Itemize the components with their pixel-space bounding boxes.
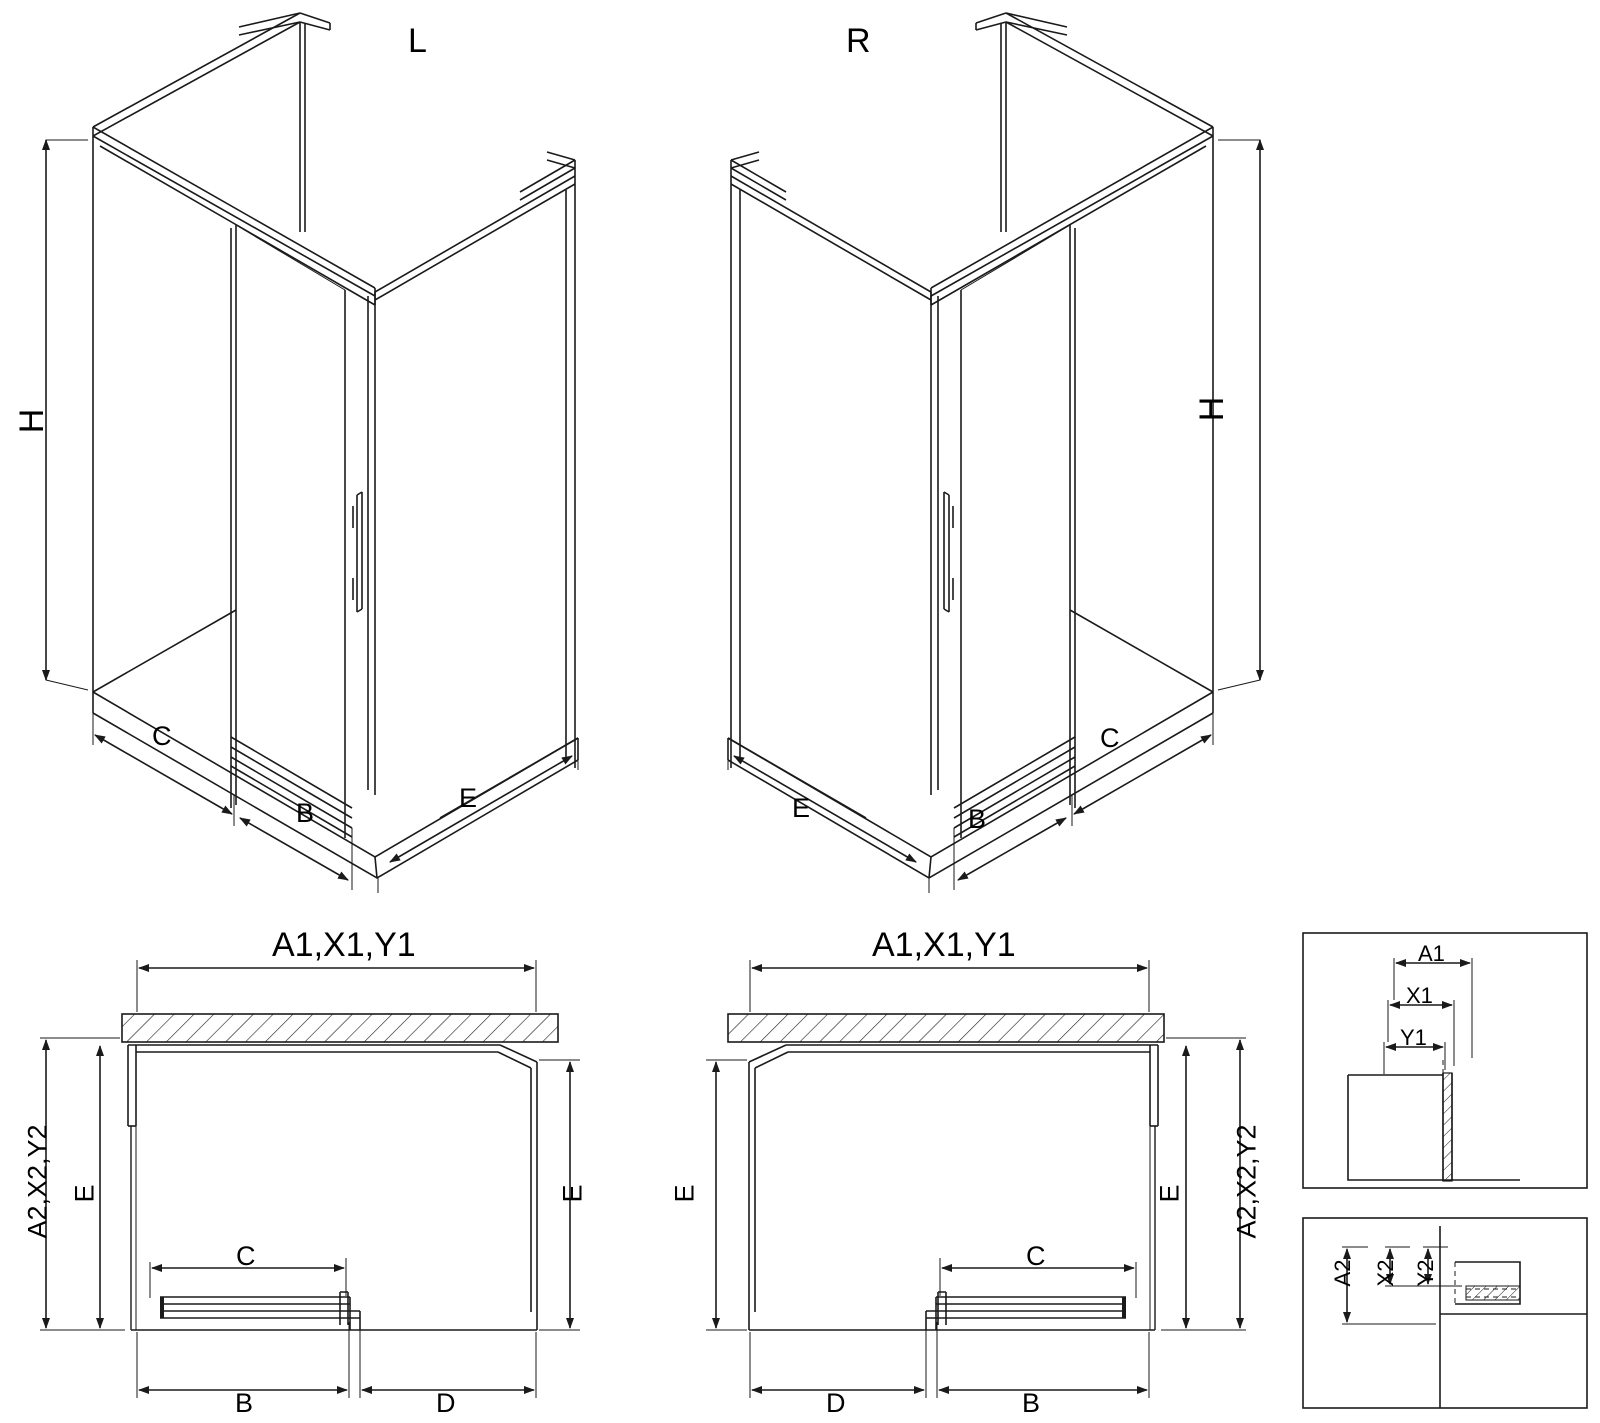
detail-bottom-x2-label: X2 [1373, 1259, 1398, 1287]
plan-left-d-label: D [436, 1388, 456, 1418]
iso-right-dim-c-label: C [1100, 723, 1120, 753]
iso-left-dim-h-label: H [13, 408, 51, 434]
detail-top-x1-label: X1 [1406, 983, 1433, 1008]
plan-left-right-e-label: E [557, 1184, 588, 1203]
iso-left-title: L [408, 22, 427, 60]
plan-right-c-label: C [1026, 1241, 1046, 1271]
detail-bottom [1303, 1218, 1587, 1408]
iso-right-title: R [846, 22, 871, 60]
plan-right-geometry [728, 1014, 1164, 1330]
plan-right-side-dim-label: A2,X2,Y2 [1231, 1124, 1262, 1239]
plan-right-d-label: D [826, 1388, 846, 1418]
detail-bottom-a2-label: A2 [1330, 1259, 1355, 1287]
iso-right-geometry [728, 13, 1213, 878]
detail-top [1303, 933, 1587, 1188]
plan-left-top-dim-label: A1,X1,Y1 [272, 926, 416, 964]
iso-right-dim-e-label: E [792, 793, 811, 823]
detail-bottom-y2-label: Y2 [1413, 1259, 1438, 1287]
plan-right-left-e-label: E [669, 1184, 700, 1203]
detail-top-y1-label: Y1 [1400, 1025, 1427, 1050]
plan-left-b-label: B [235, 1388, 254, 1418]
plan-left-inner-e-label: E [69, 1184, 100, 1203]
iso-right-dim-h-label: H [1193, 396, 1231, 422]
iso-left-dim-b-label: B [296, 798, 315, 828]
detail-top-a1-label: A1 [1418, 941, 1445, 966]
plan-left-side-dim-label: A2,X2,Y2 [22, 1124, 53, 1239]
plan-right-inner-e-label: E [1154, 1184, 1185, 1203]
iso-left-dim-e-label: E [459, 783, 478, 813]
plan-left-c-label: C [236, 1241, 256, 1271]
iso-left-dim-c-label: C [152, 721, 172, 751]
plan-left-geometry [122, 1014, 558, 1330]
iso-right-dim-b-label: B [968, 804, 987, 834]
plan-right-top-dim-label: A1,X1,Y1 [872, 926, 1016, 964]
plan-right-b-label: B [1022, 1388, 1041, 1418]
iso-left-dim-H [46, 140, 88, 690]
